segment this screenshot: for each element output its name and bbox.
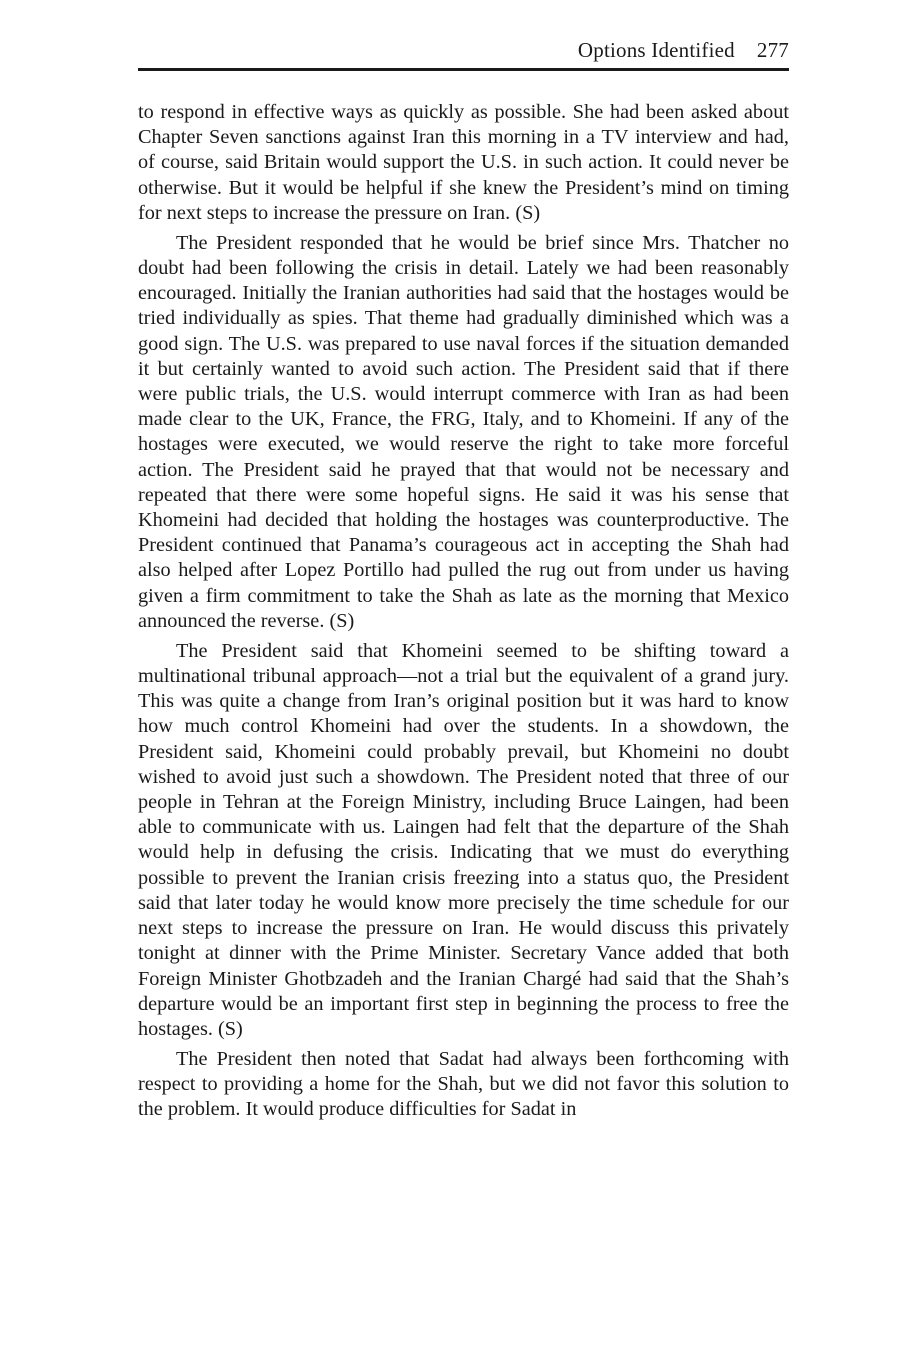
running-head	[138, 38, 789, 62]
header-rule	[138, 68, 789, 71]
paragraph-1: to respond in effective ways as quickly as possible. She had been asked about Chapter Seven sanctions against Iran this morning in a TV interview and had, of course, said Britain would support the U.S. in such action. It could never be otherwise. But it would be helpful if she knew the President’s mind on timing for next steps to increase the pressure on Iran. (S)	[138, 101, 789, 224]
section-title: Options Identified	[577, 38, 735, 62]
paragraph-2: The President responded that he would be brief since Mrs. Thatcher no doubt had been following the crisis in detail. Lately we had been reasonably encouraged. Initially the Iranian authorities had said that the hostages would be tried individually as spies. That theme had gradually diminished which was a good sign. The U.S. was prepared to use naval forces if the situation demanded it but certainly wanted to avoid such action. The President said that if there were public trials, the U.S. would interrupt commerce with Iran as had been made clear to the UK, France, the FRG, Italy, and to Khomeini. If any of the hostages were executed, we would reserve the right to take more forceful action. The President said he prayed that that would not be necessary and repeated that there were some hopeful signs. He said it was his sense that Khomeini had decided that holding the hostages was counterproductive. The President continued that Panama’s courageous act in accepting the Shah had also helped after Lopez Portillo had pulled the rug out from under us having given a firm commitment to take the Shah as late as the morning that Mexico announced the reverse. (S)	[138, 231, 789, 632]
page-number: 277	[756, 38, 789, 62]
paragraph-3: The President said that Khomeini seemed to be shifting toward a multinational tribunal approach—not a trial but the equivalent of a grand jury. This was quite a change from Iran’s original position but it was hard to know how much control Khomeini had over the students. In a showdown, the President said, Khomeini could probably prevail, but Khomeini no doubt wished to avoid just such a showdown. The President noted that three of our people in Tehran at the Foreign Ministry, including Bruce Laingen, had been able to communicate with us. Laingen had felt that the departure of the Shah would help in defusing the crisis. Indicating that we must do everything possible to prevent the Iranian crisis freezing into a status quo, the President said that later today he would know more precisely the time schedule for our next steps to increase the pressure on Iran. He would discuss this privately tonight at dinner with the Prime Minister. Secretary Vance added that both Foreign Minister Ghotbzadeh and the Iranian Chargé had said that the Shah’s departure would be an important first step in beginning the process to free the hostages. (S)	[138, 639, 789, 1040]
paragraph-4: The President then noted that Sadat had always been forthcoming with respect to providing a home for the Shah, but we did not favor this solution to the problem. It would produce difficulties for Sadat in	[138, 1047, 789, 1121]
body-text	[138, 100, 789, 1127]
